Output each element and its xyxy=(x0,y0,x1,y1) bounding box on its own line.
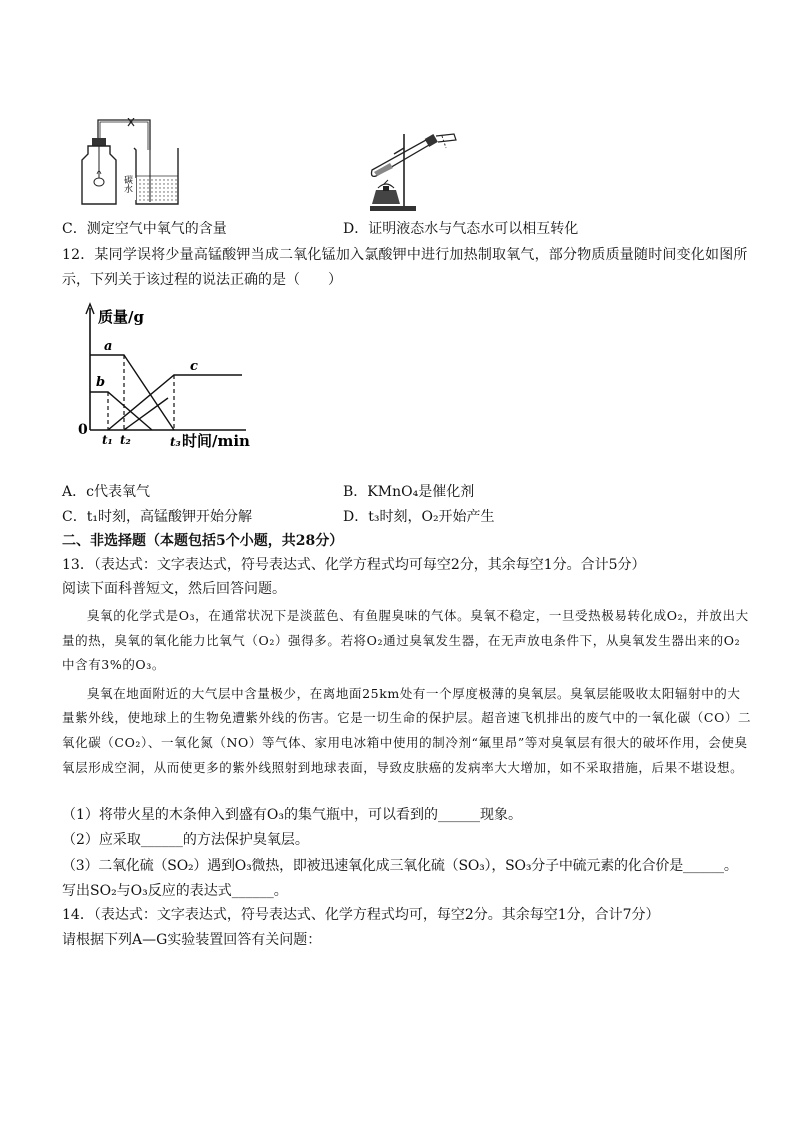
figure-d-water-apparatus xyxy=(366,128,462,212)
q14-intro: 14．（表达式：文字表达式，符号表达式、化学方程式均可，每空2分。其余每空1分，合计7分） xyxy=(62,907,660,923)
graph-curve-a-label: a xyxy=(104,339,113,354)
q12-option-a: A．c代表氧气 xyxy=(62,484,150,500)
q11-option-d: D．证明液态水与气态水可以相互转化 xyxy=(343,221,579,237)
graph-x-label: 时间/min xyxy=(182,432,250,450)
q13-question2: （2）应采取______的方法保护臭氧层。 xyxy=(62,832,309,848)
q13-question3: （3）二氧化硫（SO₂）遇到O₃微热，即被迅速氧化成三氧化硫（SO₃），SO₃分子中硫元素的化合价是______。 xyxy=(62,858,738,874)
q13-intro: 13．（表达式：文字表达式，符号表达式、化学方程式均可每空2分，其余每空1分。合计5分） xyxy=(62,557,646,573)
q11-option-c: C．测定空气中氧气的含量 xyxy=(62,221,227,237)
q12-option-c: C．t₁时刻，高锰酸钾开始分解 xyxy=(62,509,252,525)
q12-option-d: D．t₃时刻，O₂开始产生 xyxy=(343,509,495,525)
graph-y-label: 质量/g xyxy=(98,308,144,326)
q12-mass-time-graph xyxy=(68,300,258,450)
graph-t2-label: t₂ xyxy=(120,433,131,447)
q13-instruction: 阅读下面科普短文，然后回答问题。 xyxy=(62,581,286,597)
figure-c-label: 碳水 xyxy=(122,175,132,193)
section2-heading: 二、非选择题（本题包括5个小题，共28分） xyxy=(62,533,344,549)
q13-passage-para1: 臭氧的化学式是O₃，在通常状况下是淡蓝色、有鱼腥臭味的气体。臭氧不稳定，一旦受热极易转化成O₂，并放出大量的热，臭氧的氧化能力比氧气（O₂）强得多。若将O₂通过臭氧发生器，在无声放电条件下，从臭氧发生器出来的O₂中含有3%的O₃。 xyxy=(62,608,749,673)
figure-c-oxygen-apparatus xyxy=(78,118,188,210)
graph-origin: 0 xyxy=(78,422,88,438)
graph-t3-label: t₃ xyxy=(170,435,181,449)
q13-passage-para2: 臭氧在地面附近的大气层中含量极少，在离地面25km处有一个厚度极薄的臭氧层。臭氧层能吸收太阳辐射中的大量紫外线，使地球上的生物免遭紫外线的伤害。它是一切生命的保护层。超音速飞机排出的废气中的一氧化碳（CO）二氧化碳（CO₂）、一氧化氮（NO）等气体、家用电冰箱中使用的制冷剂“氟里昂”等对臭氧层有很大的破坏作用，会使臭氧层形成空洞，从而使更多的紫外线照射到地球表面，导致皮肤癌的发病率大大增加，如不采取措施，后果不堪设想。 xyxy=(62,685,752,775)
graph-t1-label: t₁ xyxy=(102,433,113,447)
q14-instruction: 请根据下列A—G实验装置回答有关问题： xyxy=(62,932,322,948)
q12-stem-line1: 12．某同学误将少量高锰酸钾当成二氧化锰加入氯酸钾中进行加热制取氧气，部分物质质量随时间变化如图所 xyxy=(62,247,748,263)
graph-curve-b-label: b xyxy=(96,375,106,390)
graph-curve-c-label: c xyxy=(190,359,198,374)
q13-question1: （1）将带火星的木条伸入到盛有O₃的集气瓶中，可以看到的______现象。 xyxy=(62,807,522,823)
q12-option-b: B．KMnO₄是催化剂 xyxy=(343,484,475,500)
q12-stem-line2: 示，下列关于该过程的说法正确的是（ ） xyxy=(62,272,342,288)
q13-question3b: 写出SO₂与O₃反应的表达式______。 xyxy=(62,883,288,899)
q13-passage xyxy=(62,604,752,780)
